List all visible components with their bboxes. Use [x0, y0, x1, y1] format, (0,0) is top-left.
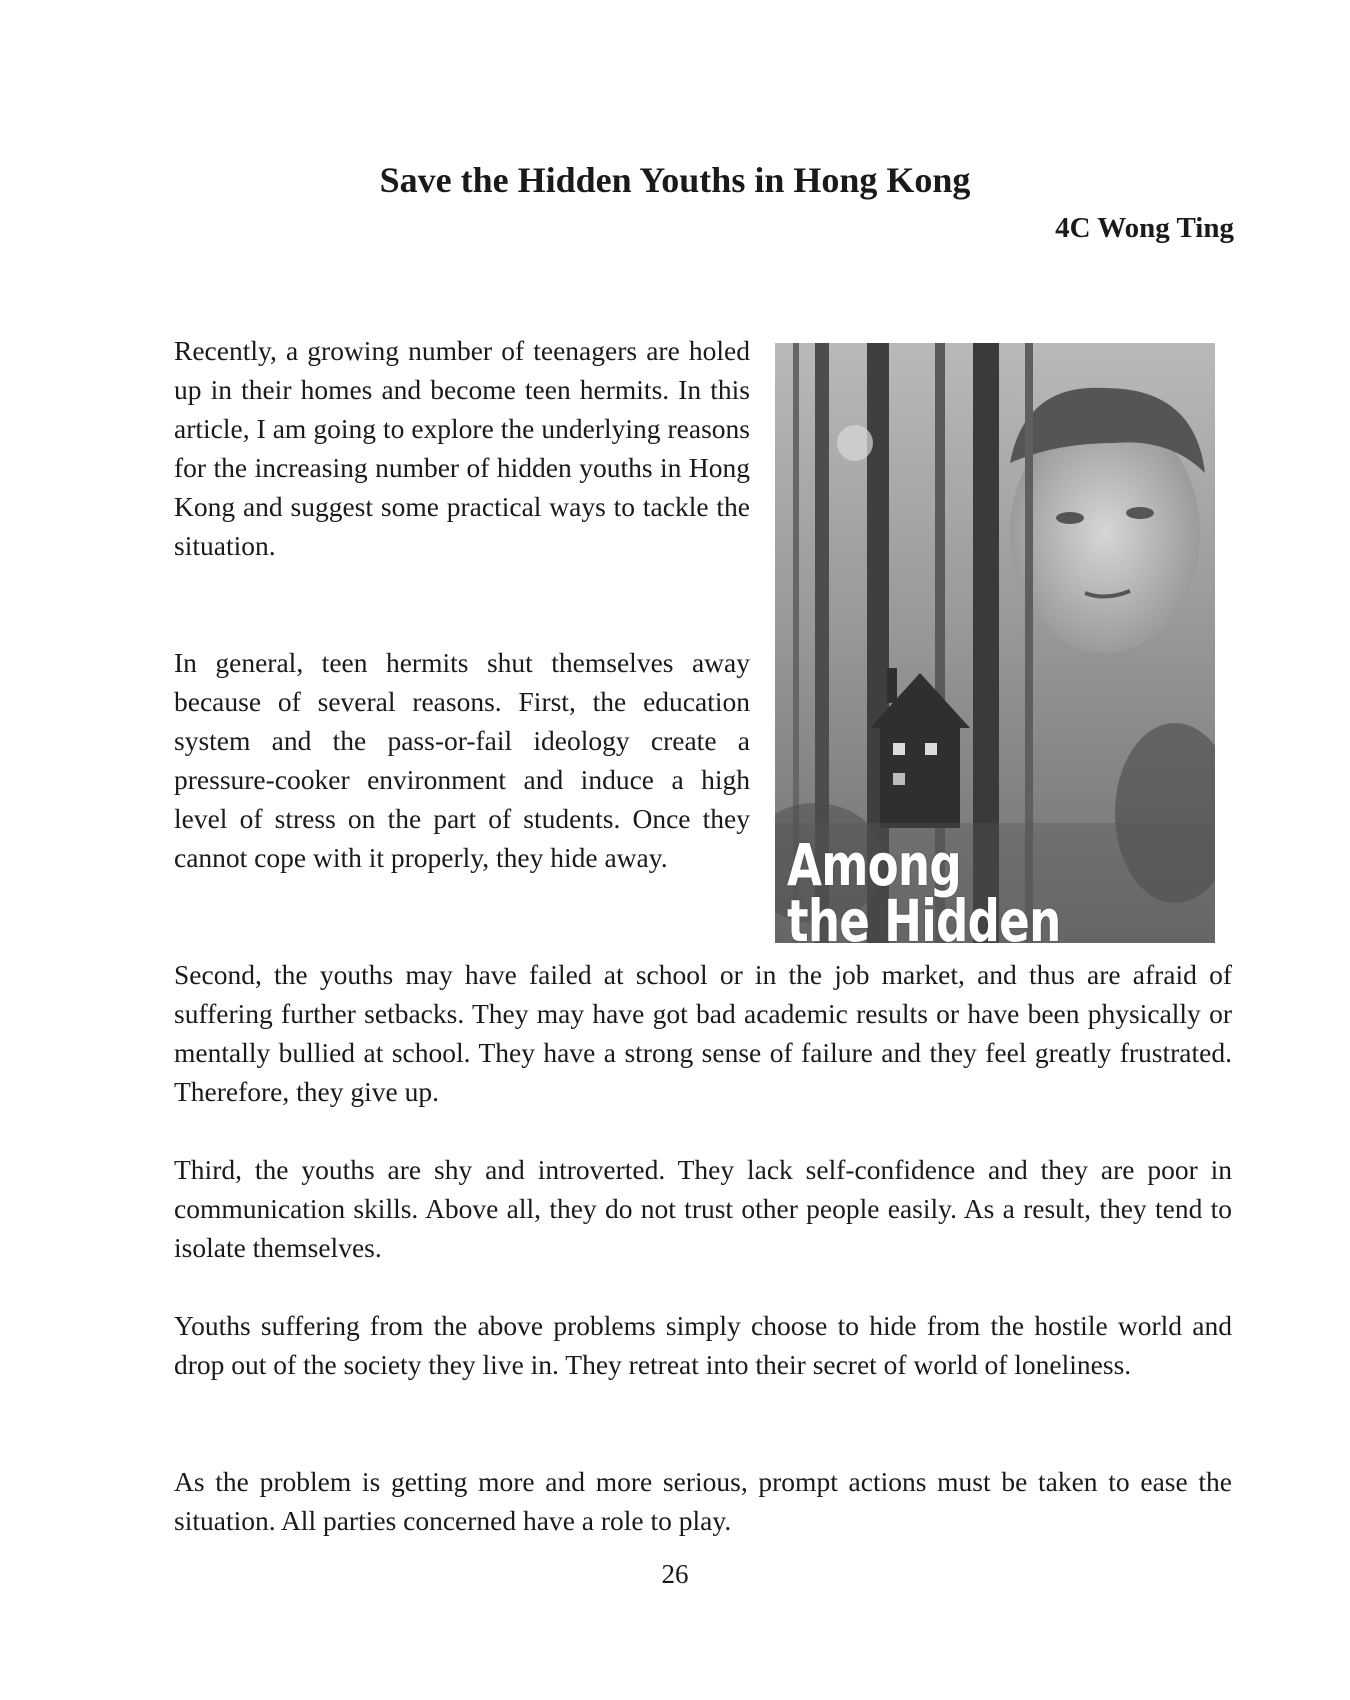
paragraph-reason-three: Third, the youths are shy and introverted. They lack self-confidence and they are poor in communication skills. Above all, they do not trust other people easily. As a result, they tend to isolate themselves.: [174, 1154, 1232, 1263]
book-cover-image: [775, 343, 1215, 943]
page-number: 26: [661, 1559, 689, 1589]
paragraph-call-to-action: As the problem is getting more and more serious, prompt actions must be taken to ease the situation. All parties concerned have a role to play.: [174, 1466, 1232, 1536]
book-cover-title-line-2: the Hidden: [787, 887, 1061, 943]
book-cover-title-line-1: Among: [787, 831, 961, 899]
author-name: 4C Wong Ting: [1055, 212, 1234, 244]
paragraph-reason-one: In general, teen hermits shut themselves away because of several reasons. First, the education system and the pass-or-fail ideology create a pressure-cooker environment and induce a high level of stress on the part of students. Once they cannot cope with it properly, they hide away.: [174, 647, 750, 873]
paragraph-reason-two: Second, the youths may have failed at school or in the job market, and thus are afraid of suffering further setbacks. They may have got bad academic results or have been physically or mentally bullied at school. They have a strong sense of failure and they feel greatly frustrated. Therefore, they give up.: [174, 959, 1232, 1107]
article-title: Save the Hidden Youths in Hong Kong: [379, 160, 971, 200]
paragraph-intro: Recently, a growing number of teenagers are holed up in their homes and become teen hermits. In this article, I am going to explore the underlying reasons for the increasing number of hidden youths in Hong Kong and suggest some practical ways to tackle the situation.: [174, 335, 750, 561]
paragraph-consequence: Youths suffering from the above problems simply choose to hide from the hostile world and drop out of the society they live in. They retreat into their secret of world of loneliness.: [174, 1310, 1232, 1380]
book-cover-title: [787, 831, 1061, 943]
